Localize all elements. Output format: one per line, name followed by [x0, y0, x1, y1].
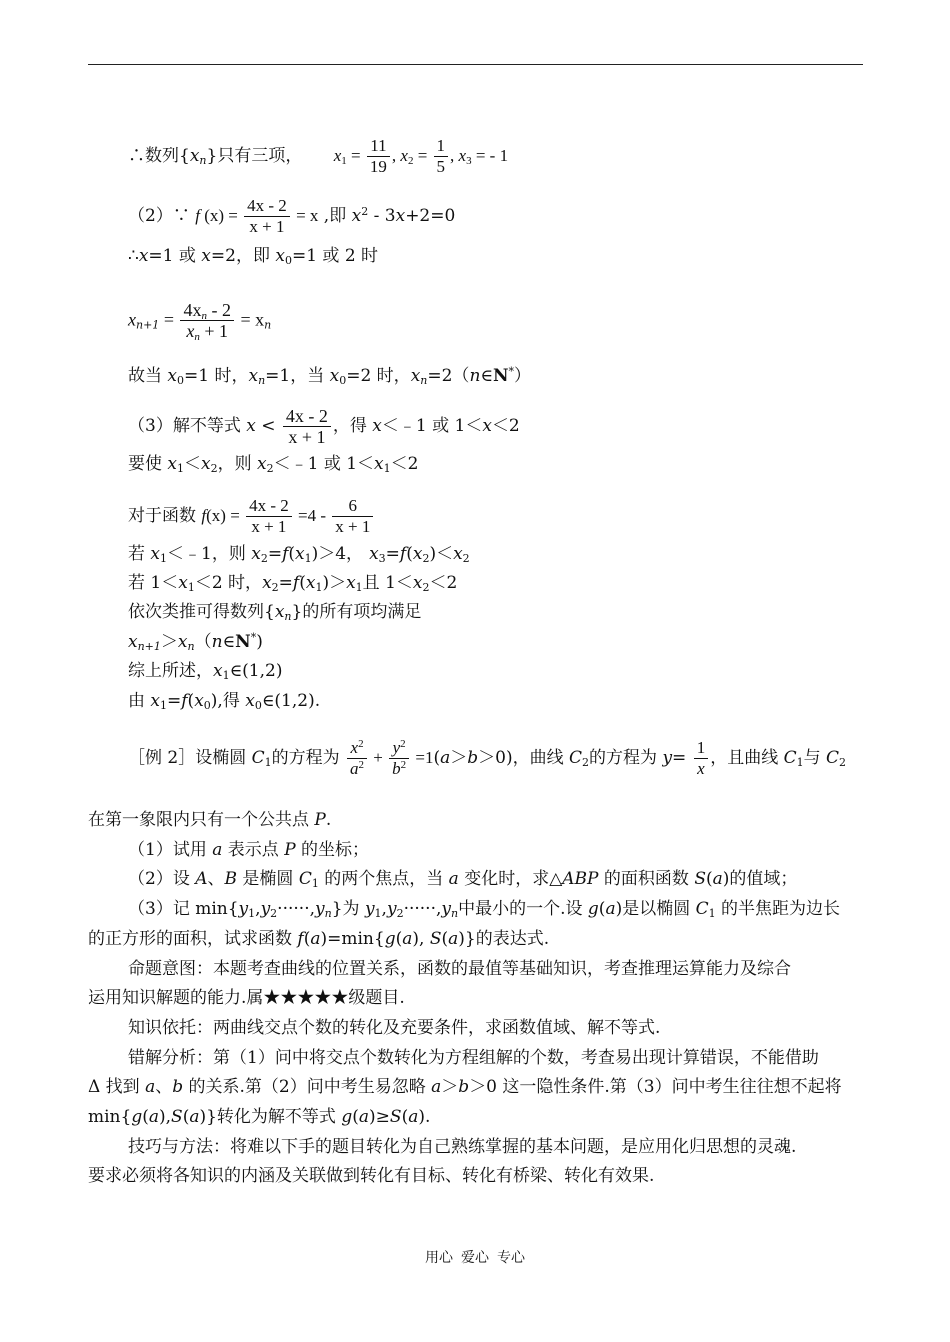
line-part2-equation: （2）∵ f (x) = $\frac{4x - 2}{x + 1}$ = x ,即 $x^2 - 3x+2=0$	[128, 196, 456, 236]
fraction-4x-2-over-x-1: $\frac{4x - 2}{x + 1}$	[244, 196, 290, 237]
error-analysis-1: 错解分析：第（1）问中将交点个数转化为方程组解的个数，考查易出现计算错误，不能借助	[128, 1048, 819, 1068]
question-3: （3）记 $\min\{y_1,y_2\cdot\cdot\cdot\cdot\cdot\cdot,y_n\}$为 $y_1,y_2\cdot\cdot\cdot\cdot\cdot\cdot,y_n$中最小的一个.设 g(a)是以椭圆 $C_1$ 的半焦距为边长	[128, 899, 841, 920]
line-case1: 若 $x_1<﹣1$，则 $x_2=f(x_1)>4$， $x_3=f(x_2)<x_2$	[128, 544, 470, 565]
intent-line-1: 命题意图：本题考查曲线的位置关系，函数的最值等基础知识，考查推理运算能力及综合	[128, 959, 791, 979]
line-x1-lt-x2: 要使 $x_1<x_2$，则 $x_2<﹣1$ 或 $1<x_1<2$	[128, 454, 419, 475]
line-function-form: 对于函数 f(x) = $\frac{4x - 2}{x + 1}$ =4 - $\frac{6}{x + 1}$	[128, 496, 375, 537]
fraction-x2-a2: $\frac{x^2}{a^2}$	[347, 738, 367, 779]
error-analysis-3: min{g(a),S(a)}转化为解不等式 g(a)≥S(a).	[88, 1107, 431, 1127]
line-summary: 综上所述，$x_1\in(1,2)$	[128, 661, 283, 682]
line-final-x0: 由 $x_1=f(x_0)$,得 $x_0\in(1,2)$.	[128, 691, 321, 712]
fraction-function: $\frac{4x - 2}{x + 1}$	[246, 496, 292, 537]
line-sequence-three-terms: ∴数列$\{x_n\}$只有三项， $x_1$ = $\frac{11}{19}$ , $x_2$ = $\frac{1}{5}$ , $x_3$ = - 1	[128, 136, 509, 176]
line-case2: 若 $1<x_1<2$ 时，$x_2=f(x_1)>x_1$且 $1<x_2<2$	[128, 573, 458, 594]
question-2: （2）设 A、B 是椭圆 $C_1$ 的两个焦点，当 a 变化时，求△ABP 的面积函数 S(a)的值域；	[128, 869, 798, 890]
line-induction: 依次类推可得数列$\{x_n\}$的所有项均满足	[128, 602, 422, 623]
fraction-y2-b2: $\frac{y^2}{b^2}$	[389, 738, 409, 779]
technique-line-2: 要求必须将各知识的内涵及关联做到转化有目标、转化有桥梁、转化有效果.	[88, 1166, 655, 1186]
page-footer: 用心 爱心 专心	[425, 1250, 525, 1266]
fraction-11-19: $\frac{11}{19}$	[367, 136, 390, 177]
line-conclusion-part2: 故当 $x_0=1$ 时，$x_n=1$，当 $x_0=2$ 时，$x_n=2(n\in N^*)$	[128, 365, 532, 387]
fraction-1-over-x: $\frac{1}{x}$	[694, 738, 709, 779]
error-analysis-2: Δ 找到 a、b 的关系.第（2）问中考生易忽略 a＞b＞0 这一隐性条件.第（3）问中考生往往想不起将	[88, 1077, 842, 1097]
fraction-1-5: $\frac{1}{5}$	[434, 136, 449, 177]
technique-line-1: 技巧与方法：将难以下手的题目转化为自己熟练掌握的基本问题，是应用化归思想的灵魂.	[128, 1137, 797, 1157]
fraction-6-over-x-1: $\frac{6}{x + 1}$	[332, 496, 373, 537]
fraction-recurrence: $\frac{4x_n - 2}{x_n + 1}$	[180, 300, 234, 341]
question-1: （1）试用 a 表示点 P 的坐标；	[128, 840, 370, 860]
header-rule	[88, 64, 863, 65]
line-part3-inequality: （3）解不等式 x < $\frac{4x - 2}{x + 1}$ ，得 x＜﹣1 或 1＜x＜2	[128, 406, 520, 447]
question-3-cont: 的正方形的面积，试求函数 f(a)=min{g(a), S(a)}的表达式.	[88, 929, 550, 949]
line-monotone: $x_{n+1}>x_n(n\in N^*)$	[128, 631, 263, 653]
line-recurrence: $x_{n+1}$ = $\frac{4x_n - 2}{x_n + 1}$ = $x_n$	[128, 300, 272, 343]
example2-statement: ［例 2］设椭圆 $C_1$的方程为 $\frac{x^2}{a^2}$ + $\frac{y^2}{b^2}$ =1(a＞b＞0)，曲线 $C_2$的方程为 y= $\frac{1}{x}$ ，且曲线 $C_1$与 $C_2$	[128, 738, 847, 778]
line-x-values: ∴x=1 或 x=2，即 $x_0=1$ 或 2 时	[128, 246, 379, 267]
fraction-inequality: $\frac{4x - 2}{x + 1}$	[283, 406, 331, 447]
example2-statement-cont: 在第一象限内只有一个公共点 P.	[88, 810, 332, 830]
intent-line-2: 运用知识解题的能力.属★★★★★级题目.	[88, 988, 405, 1008]
knowledge-basis: 知识依托：两曲线交点个数的转化及充要条件，求函数值域、解不等式.	[128, 1018, 661, 1038]
